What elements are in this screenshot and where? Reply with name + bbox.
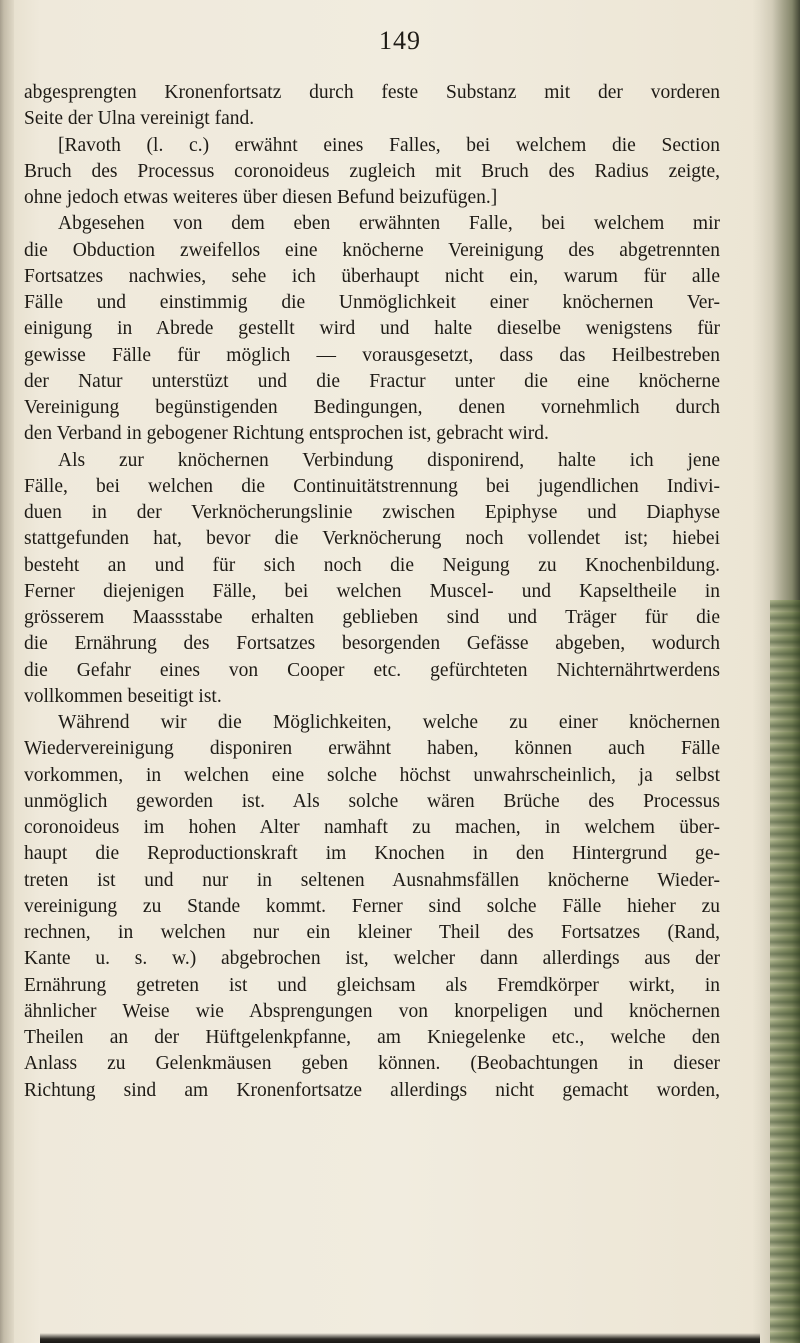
- text-line: coronoideus im hohen Alter namhaft zu machen, in welchem über-: [24, 817, 720, 838]
- text-line: Abgesehen von dem eben erwähnten Falle, bei welchem mir: [58, 213, 720, 235]
- text-line: vollkommen beseitigt ist.: [24, 685, 222, 707]
- text-line: Als zur knöchernen Verbindung disponirend, halte ich jene: [58, 449, 720, 471]
- page-right-edge-stain: [770, 600, 800, 1343]
- text-line: haupt die Reproductionskraft im Knochen in den Hintergrund ge-: [24, 843, 720, 865]
- text-line: Ferner diejenigen Fälle, bei welchen Muscel- und Kapseltheile in: [24, 580, 720, 602]
- text-line: ähnlicher Weise wie Absprengungen von knorpeligen und knöchernen: [24, 1000, 720, 1022]
- text-line: Fälle und einstimmig die Unmöglichkeit einer knöchernen Ver-: [24, 292, 720, 313]
- paragraph: [24, 133, 720, 212]
- text-line: [Ravoth (l. c.) erwähnt eines Falles, bei welchem die Section: [58, 134, 720, 156]
- text-line: Vereinigung begünstigenden Bedingungen, denen vornehmlich durch: [24, 397, 720, 418]
- text-line: vorkommen, in welchen eine solche höchst unwahrscheinlich, ja selbst: [24, 764, 720, 786]
- text-line: Anlass zu Gelenkmäusen geben können. (Beobachtungen in dieser: [24, 1053, 720, 1075]
- text-line: Wiedervereinigung disponiren erwähnt haben, können auch Fälle: [24, 738, 720, 760]
- text-line: abgesprengten Kronenfortsatz durch feste Substanz mit der vorderen: [24, 82, 720, 103]
- text-line: duen in der Verknöcherungslinie zwischen Epiphyse und Diaphyse: [24, 502, 720, 523]
- text-line: den Verband in gebogener Richtung entsprochen ist, gebracht wird.: [24, 423, 549, 445]
- text-line: besteht an und für sich noch die Neigung zu Knochenbildung.: [24, 554, 720, 576]
- body-text: [24, 80, 720, 1104]
- text-line: unmöglich geworden ist. Als solche wären Brüche des Processus: [24, 790, 720, 812]
- text-line: Kante u. s. w.) abgebrochen ist, welcher dann allerdings aus der: [24, 948, 720, 970]
- text-line: rechnen, in welchen nur ein kleiner Theil des Fortsatzes (Rand,: [24, 922, 720, 943]
- page-bottom-edge: [40, 1333, 760, 1343]
- text-line: Bruch des Processus coronoideus zugleich mit Bruch des Radius zeigte,: [24, 160, 720, 182]
- text-line: Fortsatzes nachwies, sehe ich überhaupt nicht ein, warum für alle: [24, 265, 720, 287]
- text-line: die Gefahr eines von Cooper etc. gefürchteten Nichternährtwerdens: [24, 659, 720, 681]
- paragraph: [24, 448, 720, 711]
- text-line: die Obduction zweifellos eine knöcherne Vereinigung des abgetrennten: [24, 239, 720, 261]
- paragraph: [24, 211, 720, 447]
- text-line: Ernährung getreten ist und gleichsam als Fremdkörper wirkt, in: [24, 974, 720, 996]
- text-line: Seite der Ulna vereinigt fand.: [24, 108, 255, 130]
- page-left-edge: [0, 0, 14, 1343]
- page-number: 149: [379, 26, 421, 55]
- text-line: ohne jedoch etwas weiteres über diesen Befund beizufügen.]: [24, 187, 498, 208]
- text-line: gewisse Fälle für möglich — vorausgesetzt, dass das Heilbestreben: [24, 344, 720, 366]
- text-line: stattgefunden hat, bevor die Verknöcherung noch vollendet ist; hiebei: [24, 528, 720, 550]
- text-line: einigung in Abrede gestellt wird und halte dieselbe wenigstens für: [24, 318, 720, 340]
- text-line: Fälle, bei welchen die Continuitätstrennung bei jugendlichen Indivi-: [24, 475, 720, 497]
- text-line: treten ist und nur in seltenen Ausnahmsfällen knöcherne Wieder-: [24, 869, 720, 891]
- text-line: die Ernährung des Fortsatzes besorgenden Gefässe abgeben, wodurch: [24, 633, 720, 655]
- paragraph: [24, 710, 720, 1104]
- text-line: vereinigung zu Stande kommt. Ferner sind solche Fälle hieher zu: [24, 895, 720, 917]
- text-line: Während wir die Möglichkeiten, welche zu einer knöchernen: [58, 712, 720, 733]
- text-line: der Natur unterstüzt und die Fractur unter die eine knöcherne: [24, 370, 720, 392]
- text-line: Richtung sind am Kronenfortsatze allerdings nicht gemacht worden,: [24, 1079, 720, 1101]
- text-line: grösserem Maassstabe erhalten geblieben sind und Träger für die: [24, 607, 720, 628]
- paragraph: [24, 80, 720, 133]
- text-line: Theilen an der Hüftgelenkpfanne, am Kniegelenke etc., welche den: [24, 1027, 720, 1048]
